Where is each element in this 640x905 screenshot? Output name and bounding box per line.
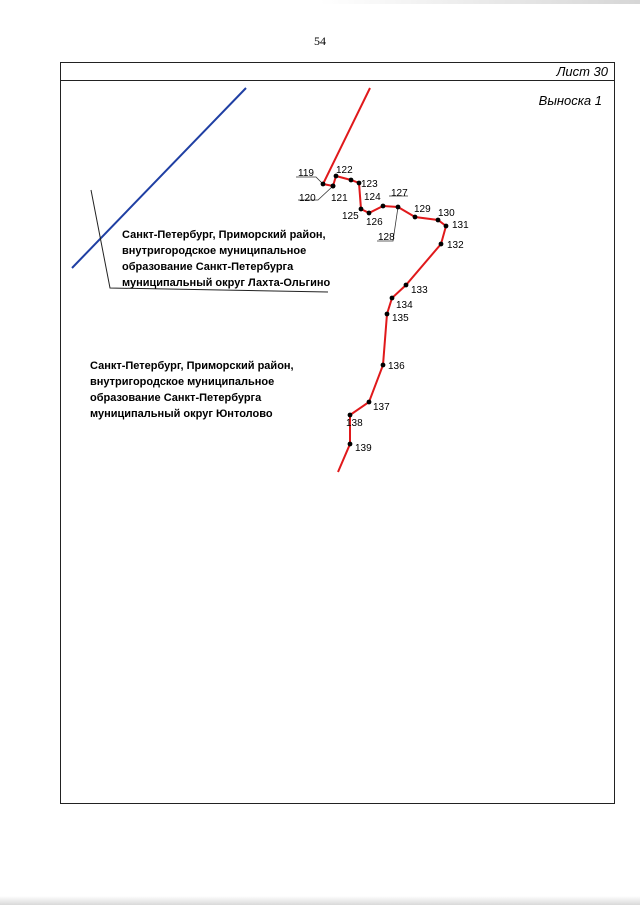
- boundary-point-123: [349, 178, 354, 183]
- boundary-point-label-129: 129: [414, 204, 431, 215]
- boundary-point-label-126: 126: [366, 217, 383, 228]
- boundary-point-134: [390, 296, 395, 301]
- boundary-point-label-124: 124: [364, 192, 381, 203]
- area-label-line: Санкт-Петербург, Приморский район,: [90, 360, 294, 372]
- boundary-point-136: [381, 363, 386, 368]
- boundary-point-label-120: 120: [299, 193, 316, 204]
- boundary-point-label-135: 135: [392, 313, 409, 324]
- boundary-point-label-130: 130: [438, 208, 455, 219]
- boundary-point-label-119: 119: [298, 168, 314, 179]
- area-label-line: внутригородское муниципальное: [90, 376, 275, 388]
- boundary-point-128: [396, 205, 401, 210]
- page-number: 54: [314, 34, 326, 48]
- boundary-point-121: [331, 184, 336, 189]
- boundary-point-137: [367, 400, 372, 405]
- boundary-point-138: [348, 413, 353, 418]
- boundary-point-129: [413, 215, 418, 220]
- boundary-point-label-127: 127: [391, 188, 408, 199]
- boundary-point-135: [385, 312, 390, 317]
- boundary-point-label-138: 138: [346, 418, 363, 429]
- boundary-point-label-123: 123: [361, 179, 378, 190]
- area-label-line: муниципальный округ Юнтолово: [90, 408, 273, 420]
- boundary-point-127: [381, 204, 386, 209]
- area-label-line: образование Санкт-Петербурга: [90, 392, 262, 404]
- scan-edge-shade: [0, 896, 640, 905]
- boundary-point-119: [321, 182, 326, 187]
- boundary-point-label-133: 133: [411, 285, 428, 296]
- boundary-point-label-132: 132: [447, 240, 464, 251]
- boundary-point-label-137: 137: [373, 402, 390, 413]
- boundary-point-139: [348, 442, 353, 447]
- boundary-point-label-125: 125: [342, 211, 359, 222]
- boundary-point-131: [444, 224, 449, 229]
- area-label-lakhta-olgino: [122, 227, 330, 291]
- boundary-point-label-134: 134: [396, 300, 413, 311]
- boundary-point-label-121: 121: [331, 193, 348, 204]
- boundary-point-label-128: 128: [378, 232, 395, 243]
- callout-label: Выноска 1: [538, 93, 602, 108]
- boundary-point-126: [367, 211, 372, 216]
- area-label-yuntolovo: [90, 358, 294, 422]
- boundary-point-label-122: 122: [336, 165, 353, 176]
- area-label-line: внутригородское муниципальное: [122, 245, 307, 257]
- area-label-line: Санкт-Петербург, Приморский район,: [122, 229, 326, 241]
- sheet-label: Лист 30: [556, 64, 608, 79]
- boundary-point-133: [404, 283, 409, 288]
- boundary-point-label-136: 136: [388, 361, 405, 372]
- area-label-line: образование Санкт-Петербурга: [122, 261, 294, 273]
- area-label-line: муниципальный округ Лахта-Ольгино: [122, 277, 331, 289]
- boundary-point-label-131: 131: [452, 220, 469, 231]
- boundary-line: [323, 88, 446, 472]
- boundary-point-125: [359, 207, 364, 212]
- boundary-point-label-139: 139: [355, 443, 372, 454]
- boundary-point-132: [439, 242, 444, 247]
- boundary-point-124: [357, 181, 362, 186]
